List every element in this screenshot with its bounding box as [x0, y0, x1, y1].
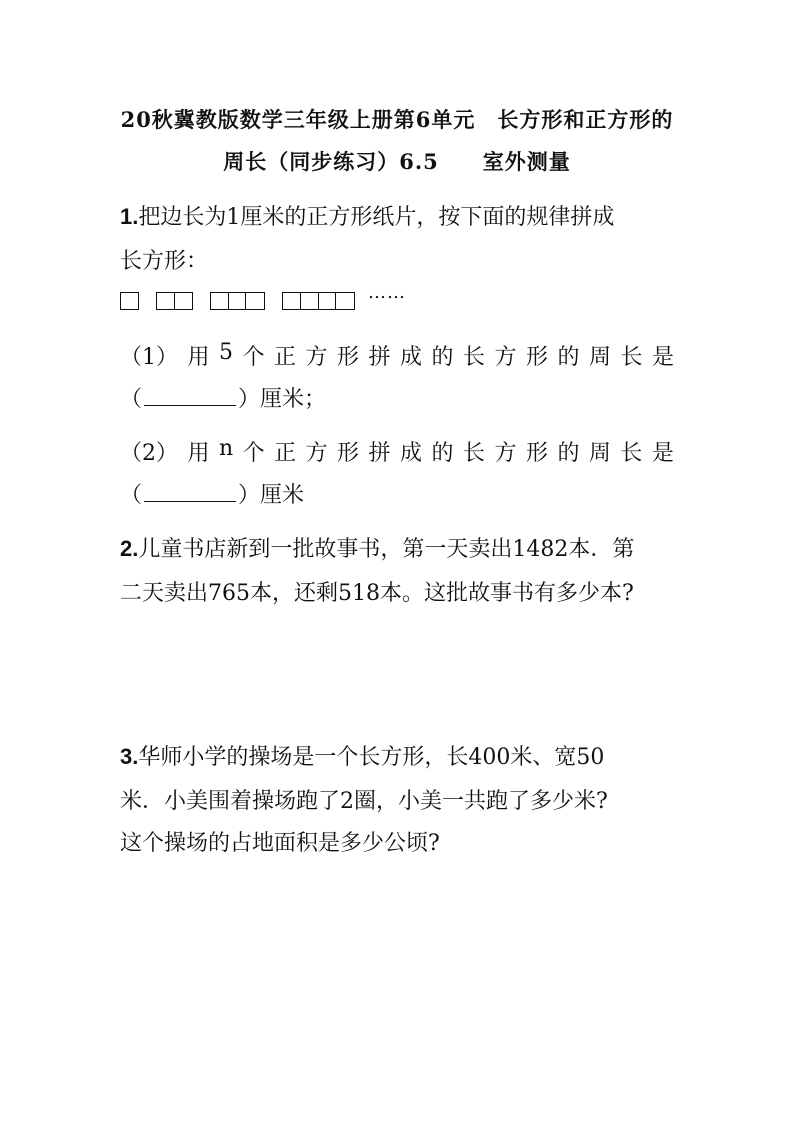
pattern-ellipsis: …… [368, 282, 406, 303]
sub-question-1-line-1 [120, 340, 680, 371]
sub1-token: 成 [399, 345, 422, 370]
sub-question-1-line-2 [120, 382, 680, 413]
sub1-token: 用 [187, 345, 210, 370]
sub2-token: 是 [651, 441, 674, 466]
question-1-line-2: 长方形： [120, 249, 209, 274]
sub-question-2-open-paren: （ [120, 483, 143, 508]
question-3-text-1: 华师小学的操场是一个长方形，长400米、宽50 [138, 745, 605, 770]
sub2-token: 成 [400, 441, 423, 466]
unit-square [157, 293, 175, 309]
unit-square [301, 293, 319, 309]
question-3-line-1 [120, 740, 680, 771]
sub1-token: 长 [620, 345, 643, 370]
sub2-token: 的 [431, 441, 454, 466]
sub2-token: 周 [588, 441, 611, 466]
sub1-token: 形 [525, 345, 548, 370]
sub2-token: 形 [337, 441, 360, 466]
unit-square [336, 293, 354, 309]
question-3-line-3: 这个操场的占地面积是多少公顷? [120, 831, 440, 856]
question-3-number: 3. [120, 744, 139, 769]
question-1-line-1 [120, 200, 680, 231]
sub2-token: （2） [120, 441, 178, 466]
question-2-line-1 [120, 532, 680, 563]
sub-question-1-row [120, 340, 674, 371]
sub2-token: 个 [242, 441, 265, 466]
sub2-token: 用 [187, 441, 210, 466]
sub1-token: 形 [336, 345, 359, 370]
sub2-token: 拼 [368, 441, 391, 466]
sub2-token: 长 [462, 441, 485, 466]
unit-square [175, 293, 192, 309]
sub1-token: 拼 [368, 345, 391, 370]
sub1-token: 的 [557, 345, 580, 370]
unit-square [121, 293, 138, 309]
sub-question-1-unit: ）厘米； [238, 387, 327, 412]
question-3-line-2: 米．小美围着操场跑了2圈，小美一共跑了多少米? [120, 789, 608, 814]
question-1-number: 1. [120, 204, 139, 229]
sub1-token: 长 [462, 345, 485, 370]
question-1-text-1: 把边长为1厘米的正方形纸片，按下面的规律拼成 [138, 205, 615, 230]
sub2-token: 形 [525, 441, 548, 466]
sub1-token: 正 [273, 345, 296, 370]
sub2-token: 方 [305, 441, 328, 466]
sub1-token: 方 [305, 345, 328, 370]
sub1-token: 是 [651, 345, 674, 370]
square-group-4 [282, 292, 355, 310]
square-group-1 [120, 292, 139, 310]
square-group-3 [210, 292, 265, 310]
sub2-token: n [218, 436, 234, 461]
sub1-token: 的 [431, 345, 454, 370]
sub-question-2-row [120, 436, 674, 467]
unit-square [319, 293, 337, 309]
sub-question-2-answer-blank[interactable] [144, 479, 236, 502]
sub1-token: 方 [494, 345, 517, 370]
sub2-token: 长 [620, 441, 643, 466]
unit-square [283, 293, 301, 309]
sub-question-1-open-paren: （ [120, 387, 143, 412]
square-group-2 [156, 292, 193, 310]
sub-question-2-line-2 [120, 478, 680, 509]
sub-question-2-line-1 [120, 436, 680, 467]
sub2-token: 的 [557, 441, 580, 466]
unit-square [211, 293, 229, 309]
sub2-token: 正 [274, 441, 297, 466]
sub-question-2-unit: ）厘米 [238, 483, 305, 508]
unit-square [246, 293, 264, 309]
question-2-line-2: 二天卖出765本，还剩518本。这批故事书有多少本? [120, 581, 634, 606]
sub1-token: 个 [242, 345, 265, 370]
sub-question-1-answer-blank[interactable] [144, 383, 236, 406]
title-line-1: 20秋冀教版数学三年级上册第6单元 长方形和正方形的 [120, 107, 674, 132]
sub1-token: 5 [218, 340, 233, 365]
sub1-token: （1） [120, 345, 178, 370]
sub1-token: 周 [588, 345, 611, 370]
unit-square [229, 293, 247, 309]
title-line-2: 周长（同步练习）6.5 室外测量 [223, 149, 571, 174]
question-2-text-1: 儿童书店新到一批故事书，第一天卖出1482本．第 [138, 537, 635, 562]
sub2-token: 方 [494, 441, 517, 466]
question-2-number: 2. [120, 536, 139, 561]
